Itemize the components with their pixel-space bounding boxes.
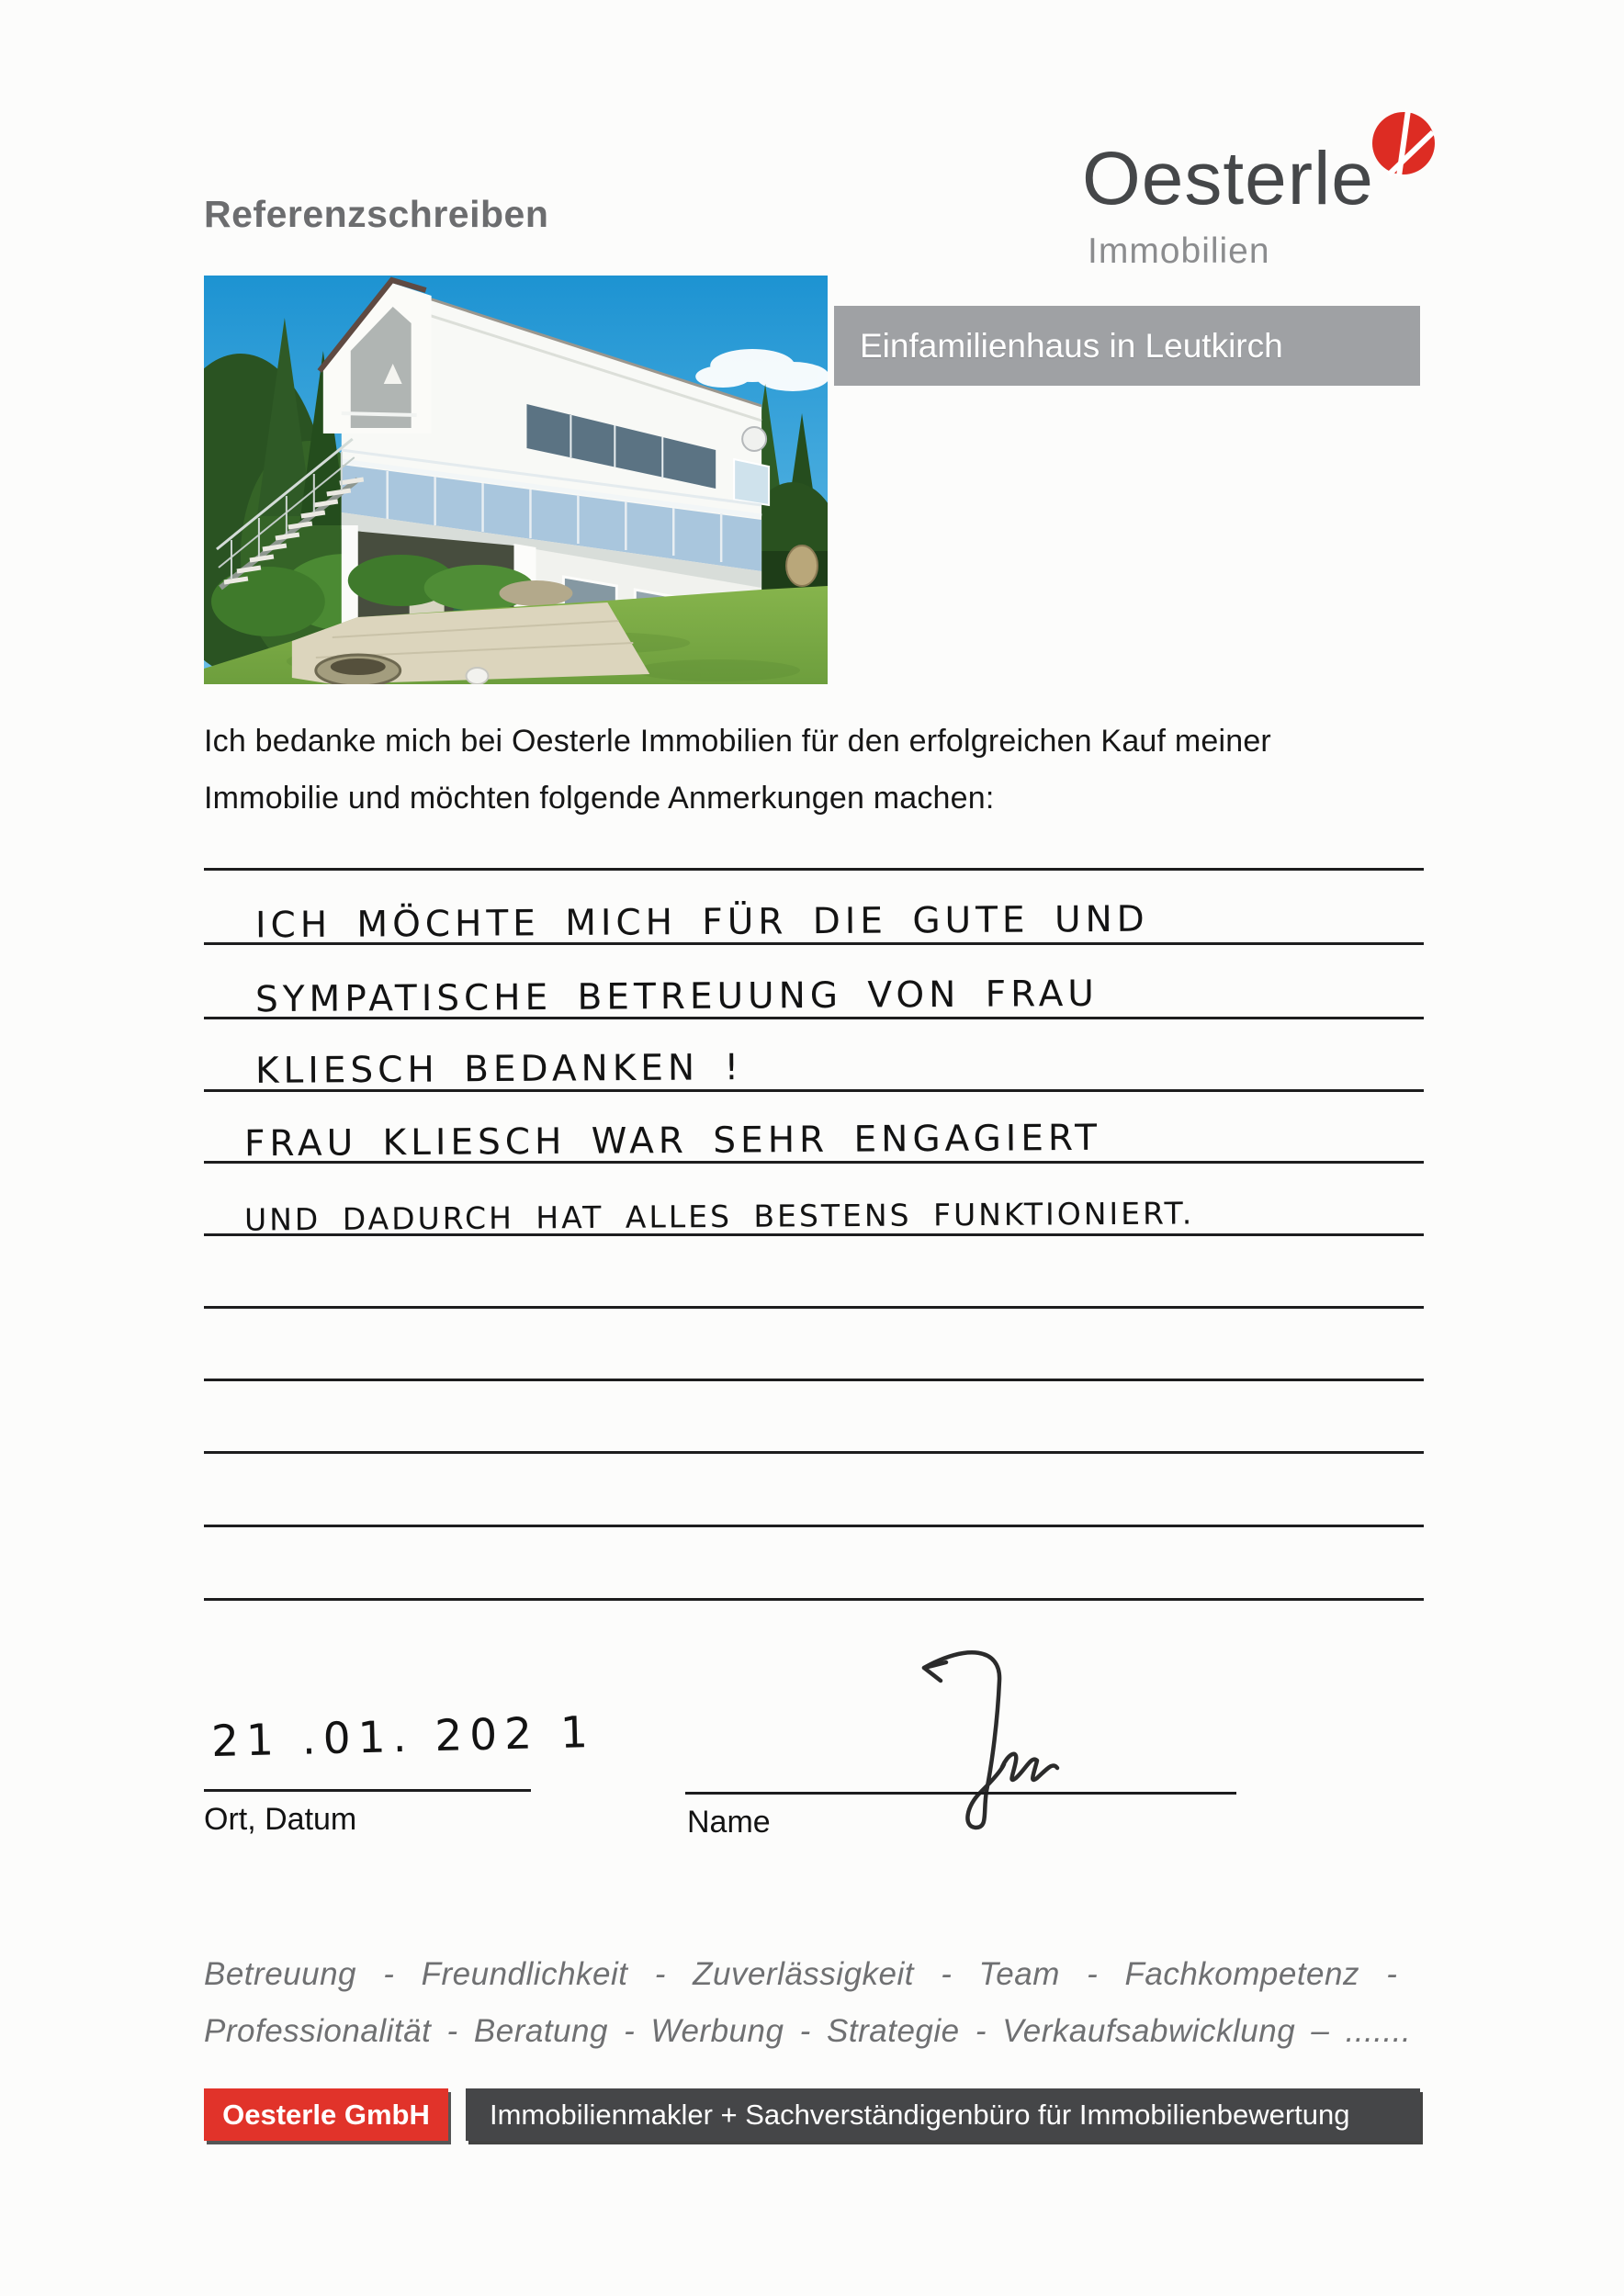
handwritten-text: FRAU KLIESCH WAR SEHR ENGAGIERT <box>243 1117 1102 1165</box>
date-label: Ort, Datum <box>204 1802 357 1837</box>
date-underline <box>204 1789 531 1792</box>
photo-urn <box>786 546 818 586</box>
property-banner: Einfamilienhaus in Leutkirch <box>834 306 1420 386</box>
company-badge: Oesterle GmbH <box>204 2088 448 2141</box>
page-title: Referenzschreiben <box>204 193 549 235</box>
handwritten-text: KLIESCH BEDANKEN ! <box>254 1047 744 1092</box>
writing-line <box>204 898 1424 947</box>
handwritten-date: 21 .01. 202 1 <box>210 1706 596 1768</box>
intro-text-line2: Immobilie und möchten folgende Anmerkungen machen: <box>204 781 995 816</box>
footer-keywords-line2: Professionalität - Beratung - Werbung - Strategie - Verkaufsabwicklung – ....... <box>204 2013 1412 2049</box>
writing-line <box>204 973 1424 1021</box>
writing-line <box>204 1047 1424 1092</box>
handwritten-text: SYMPATISCHE BETREUUNG VON FRAU <box>254 973 1100 1021</box>
writing-line <box>204 1379 1424 1381</box>
photo-bucket <box>467 668 489 684</box>
house-photo <box>204 276 828 684</box>
brand-logo-subtitle: Immobilien <box>1088 231 1270 271</box>
photo-stone-trough-inner <box>331 658 386 675</box>
writing-line <box>204 1117 1424 1165</box>
intro-text-line1: Ich bedanke mich bei Oesterle Immobilien für den erfolgreichen Kauf meiner <box>204 724 1271 759</box>
writing-line <box>204 868 1424 871</box>
name-underline <box>685 1792 1236 1795</box>
company-tagline-bar: Immobilienmakler + Sachverständigenbüro für Immobilienbewertung <box>466 2088 1420 2141</box>
brand-logo-text: Oesterle <box>1082 137 1374 220</box>
writing-line <box>204 1306 1424 1309</box>
writing-line <box>204 1451 1424 1454</box>
writing-line <box>204 1598 1424 1601</box>
name-label: Name <box>687 1805 771 1840</box>
writing-line <box>204 1195 1424 1238</box>
footer-keywords-line1: Betreuung - Freundlichkeit - Zuverlässigkeit - Team - Fachkompetenz - <box>204 1956 1398 1992</box>
handwritten-text: UND DADURCH HAT ALLES BESTENS FUNKTIONIERT. <box>243 1195 1195 1238</box>
handwritten-text: ICH MÖCHTE MICH FÜR DIE GUTE UND <box>254 898 1149 947</box>
writing-line <box>204 1525 1424 1527</box>
brand-logo-icon <box>1370 108 1438 182</box>
handwritten-signature <box>854 1633 1148 1835</box>
